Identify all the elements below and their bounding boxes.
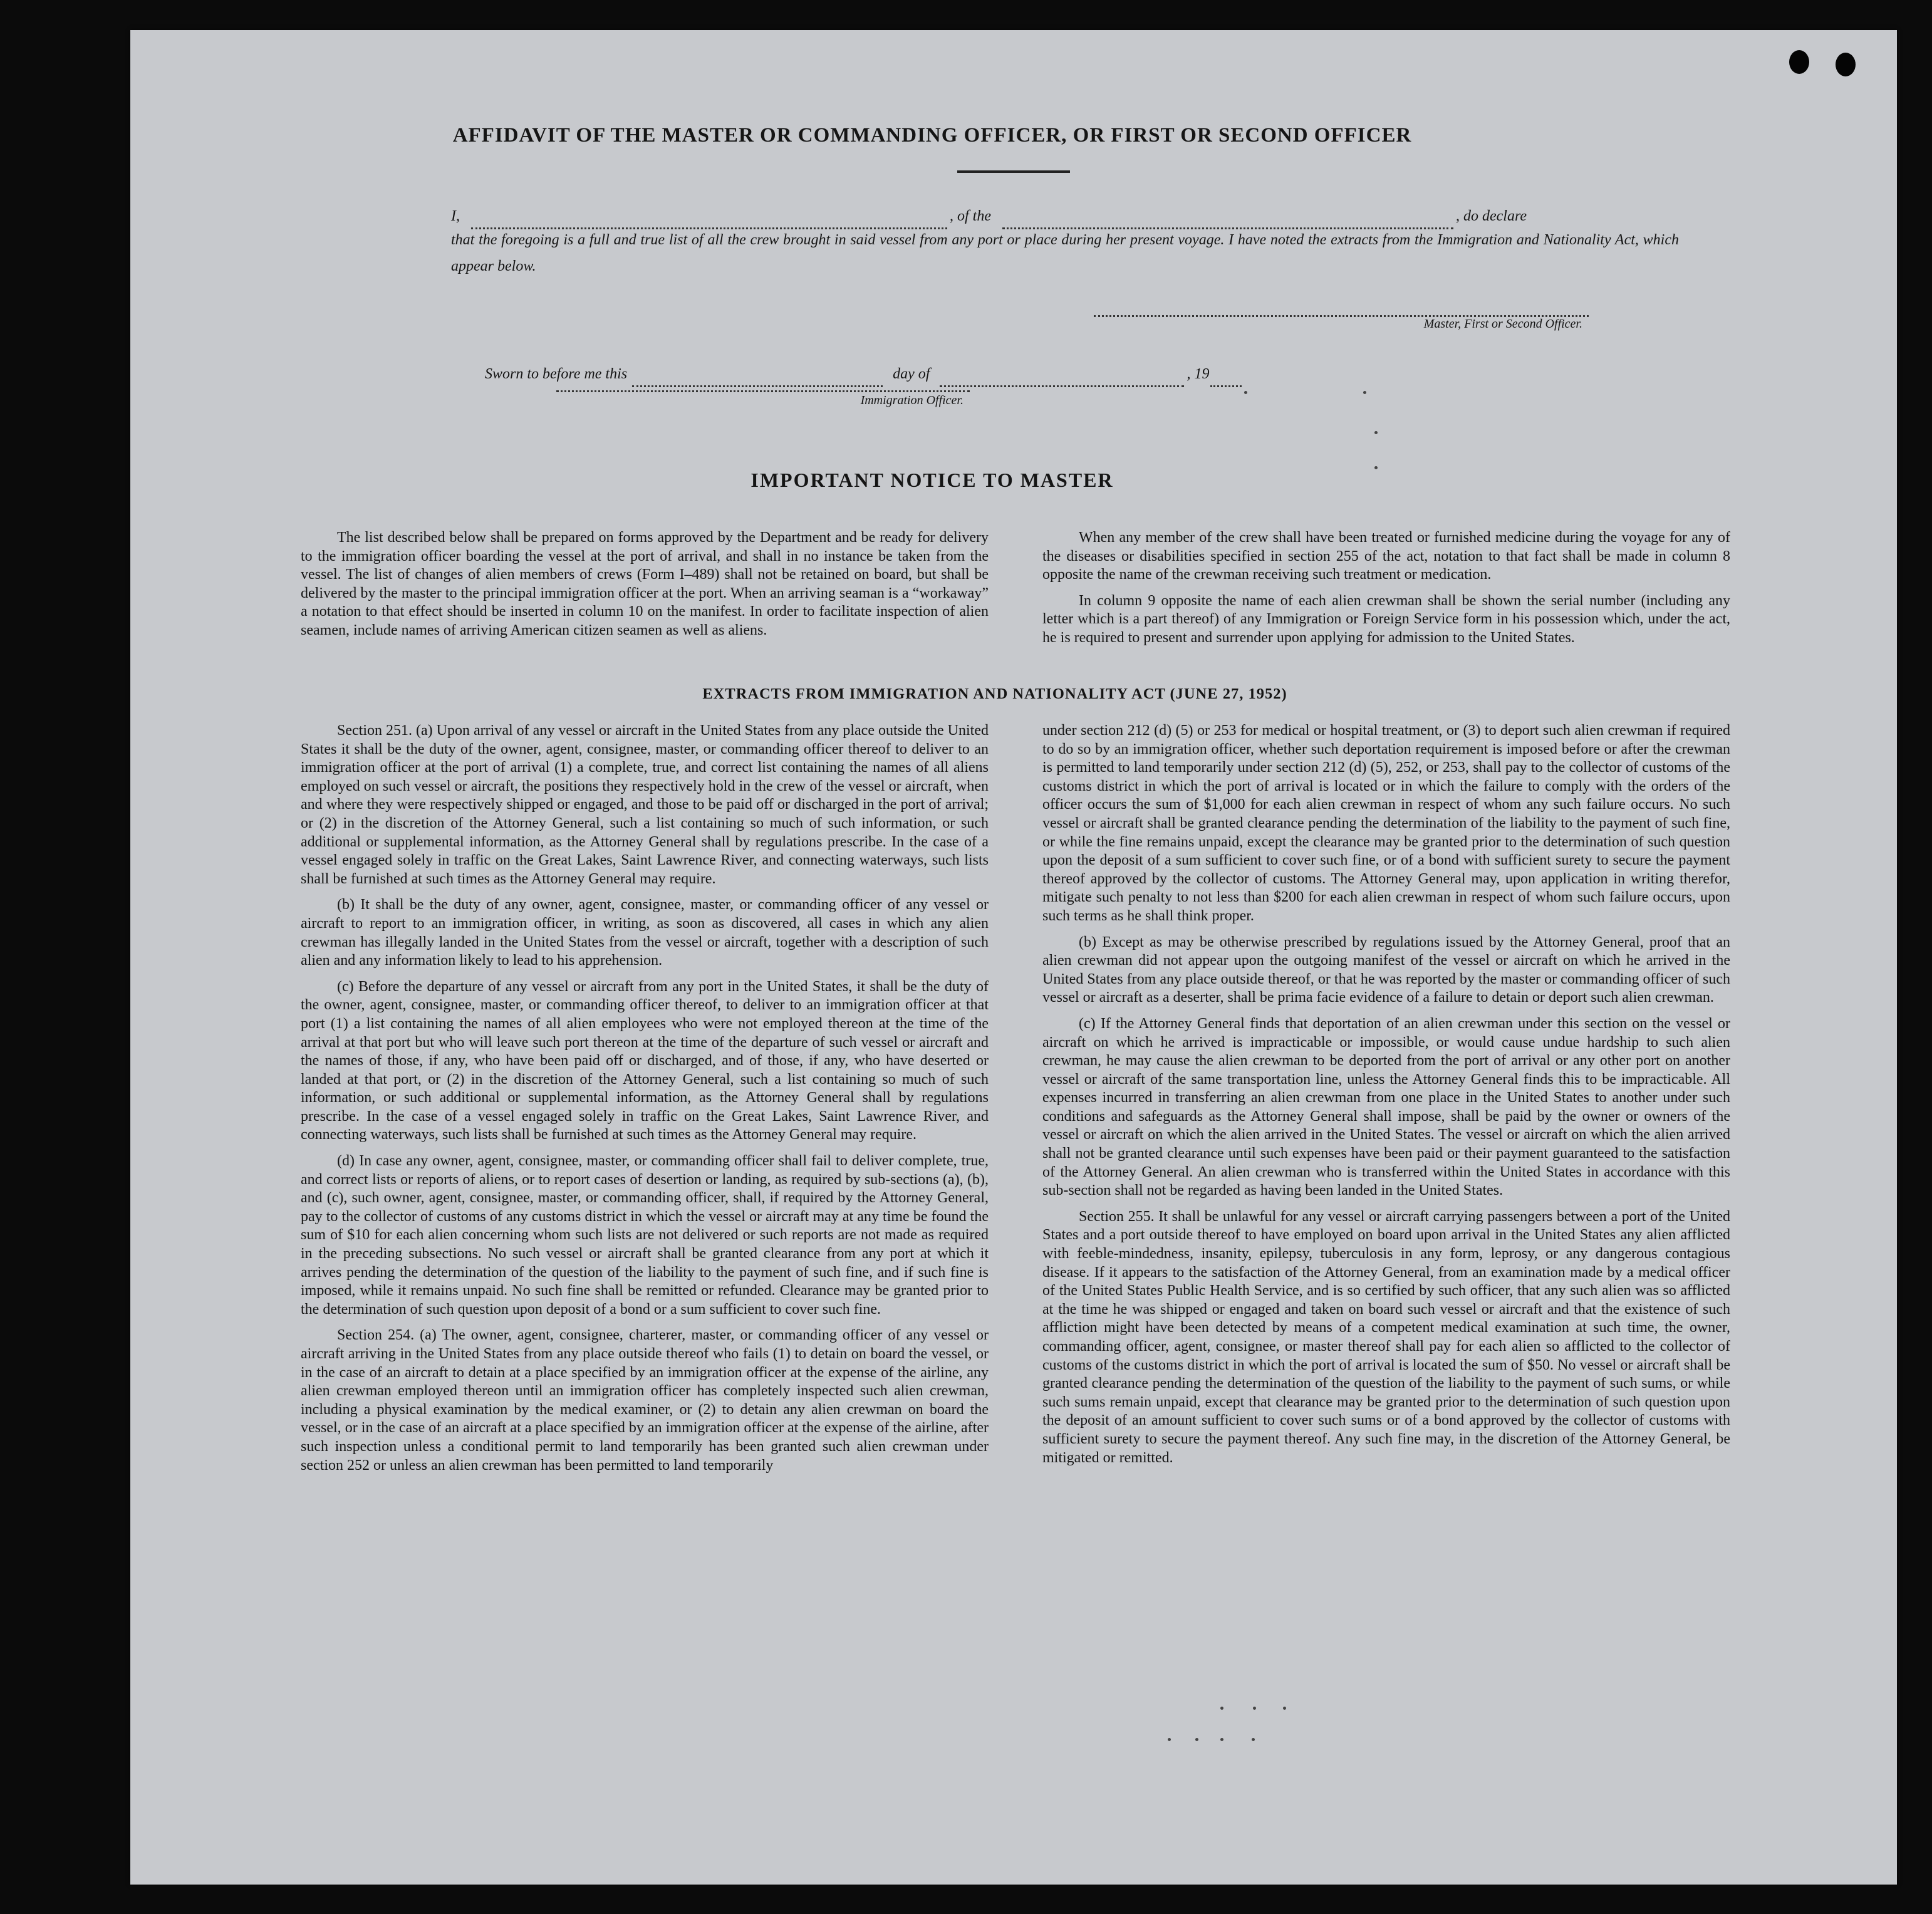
sworn-label: Sworn to before me this	[485, 366, 628, 382]
paper-speck	[1220, 1738, 1223, 1741]
declaration-line	[451, 203, 1679, 229]
section-paragraph: (c) Before the departure of any vessel or aircraft from any port in the United States, it shall be the duty of the owner, agent, consignee, master, or commanding officer thereof, to deliver to an immigration officer at that port (1) a list containing the names of all alien employees who were not employed thereon at the time of the arrival at that port but who will leave such port thereon at the time of the departure of such vessel or aircraft and the names of those, if any, who have been paid off or discharged, and of those, if any, who have deserted or landed at that port, or (2) in the discretion of the Attorney General, such a list containing so much of such information, or such additional or supplemental information, as the Attorney General shall by regulations prescribe. In the case of a vessel engaged solely in traffic on the Great Lakes, Saint Lawrence River, and connecting waterways, such lists shall be furnished at such times as the Attorney General may require.	[301, 978, 989, 1143]
paper-speck	[1220, 1707, 1223, 1710]
day-of-label: day of	[893, 366, 930, 382]
section-paragraph: (d) In case any owner, agent, consignee, master, or commanding officer shall fail to deliver complete, true, and correct lists or reports of aliens, or to report cases of desertion or landing, as required by sub-sections (a), (b), and (c), such owner, agent, consignee, master, or commanding officer, shall, if required by the Attorney General, pay to the collector of customs of any customs district in which the vessel or aircraft may at any time be found the sum of $10 for each alien concerning whom such lists are not delivered or such reports are not made as required in the preceding subsections. No such vessel or aircraft shall be granted clearance from any port at which it arrives pending the determination of the question of the liability to the payment of such fine, and if such fine is imposed, while it remains unpaid. No such fine shall be remitted or refunded. Clearance may be granted prior to the determination of such question upon deposit of a bond or a sum sufficient to cover such fine.	[301, 1153, 989, 1318]
document-page	[130, 30, 1897, 1885]
section-paragraph: under section 212 (d) (5) or 253 for medical or hospital treatment, or (3) to deport such alien crewman if required to do so by an immigration officer, whether such deportation requirement is imposed before or after the crewman is permitted to land temporarily under section 212 (d) (5), 252, or 253, shall pay to the collector of customs of the customs district in which the port of arrival is located or in which the failure to comply with the orders of the officer occurs the sum of $1,000 for each alien crewman in respect of whom any such failure occurs. No such vessel or aircraft shall be granted clearance pending the determination of the liability to the payment of such fine, or while the fine remains unpaid, except the clearance may be granted prior to the determination of such question upon the deposit of a sum sufficient to cover such fine, or of a bond with sufficient surety to secure the payment thereof approved by the collector of customs. The Attorney General may, upon application in writing therefor, mitigate such penalty to not less than $200 for each alien crewman in respect of whom such failure occurs, upon such terms as he shall think proper.	[1042, 722, 1730, 924]
notice-paragraph: The list described below shall be prepared on forms approved by the Department and be ready for delivery to the immigration officer boarding the vessel at the port of arrival, and shall in no instance be taken from the vessel. The list of changes of alien members of crews (Form I–489) shall not be retained on board, but shall be delivered by the master to the principal immigration officer at the port. When an arriving seaman is a “workaway” a notation to that effect should be inserted in column 10 on the manifest. In order to facilitate inspection of alien seamen, include names of arriving American citizen seamen as well as aliens.	[301, 529, 989, 638]
notice-paragraph: When any member of the crew shall have been treated or furnished medicine during the voyage for any of the diseases or disabilities specified in section 255 of the act, notation to that fact shall be made in column 8 opposite the name of the crewman receiving such treatment or medication.	[1042, 529, 1730, 583]
sworn-day-field[interactable]	[632, 372, 883, 387]
extracts-left-column	[301, 722, 989, 1475]
section-paragraph: (c) If the Attorney General finds that deportation of an alien crewman under this section on the vessel or aircraft on which he arrived is impracticable or impossible, or would cause undue hardship to such alien crewman, he may cause the alien crewman to be deported from the port of arrival or any other port on another vessel or aircraft of the same transportation line, unless the Attorney General finds this to be impracticable. All expenses incurred in transferring an alien crewman from one place in the United States to another under such conditions and safeguards as the Attorney General shall impose, shall be paid by the owner or owners of the vessel or aircraft on which the alien arrived in the United States. The vessel or aircraft on which the alien arrived shall not be granted clearance until such expenses have been paid or their payment guaranteed to the satisfaction of the Attorney General. An alien crewman who is transferred within the United States in accordance with this sub-section shall not be regarded as having been landed in the United States.	[1042, 1015, 1730, 1199]
notice-right-column	[1042, 529, 1730, 648]
section-paragraph: Section 255. It shall be unlawful for any vessel or aircraft carrying passengers between a port of the United States and a port outside thereof to have employed on board upon arrival in the United States any alien afflicted with feeble-mindedness, insanity, epilepsy, tuberculosis in any form, leprosy, or any dangerous contagious disease. If it appears to the satisfaction of the Attorney General, from an examination made by a medical officer of the United States Public Health Service, and is so certified by such officer, that any such alien was so afflicted at the time he was shipped or engaged and taken on board such vessel or aircraft and that the existence of such affliction might have been detected by means of a competent medical examination at such time, the owner, commanding officer, agent, consignee, or master thereof shall pay for each alien so afflicted to the collector of customs of the customs district in which the port of arrival is located the sum of $50. No vessel or aircraft shall be granted clearance pending the determination of the question of the liability to the payment of such sums, or while such sums remain unpaid, except that clearance may be granted prior to the determination of such question upon the deposit of an amount sufficient to cover such sums or of a bond approved by the collector of customs with sufficient surety to secure the payment thereof. Any such fine may, in the discretion of the Attorney General, be mitigated or remitted.	[1042, 1208, 1730, 1466]
immigration-officer-caption: Immigration Officer.	[860, 393, 963, 407]
notice-paragraph: In column 9 opposite the name of each alien crewman shall be shown the serial number (including any letter which is a part thereof) of any Immigration or Foreign Service form in his possession which, under the act, he is required to present and surrender upon applying for admission to the United States.	[1042, 592, 1730, 646]
paper-speck	[1374, 431, 1378, 434]
paper-speck	[1195, 1738, 1198, 1741]
do-declare-label: , do declare	[1456, 208, 1527, 224]
year-label: , 19	[1187, 366, 1210, 382]
immigration-officer-line[interactable]	[556, 390, 970, 392]
punch-hole	[1836, 53, 1856, 76]
paper-speck	[1253, 1707, 1256, 1710]
section-paragraph: (b) It shall be the duty of any owner, agent, consignee, master, or commanding officer of any vessel or aircraft to report to an immigration officer, in writing, as soon as discovered, all cases in which any alien crewman has illegally landed in the United States from the vessel or aircraft, together with a description of such alien and any information likely to lead to his apprehension.	[301, 897, 989, 969]
section-paragraph: Section 254. (a) The owner, agent, consignee, charterer, master, or commanding officer of any vessel or aircraft arriving in the United States from any place outside thereof who fails (1) to detain on board the vessel, or in the case of an aircraft to detain at a place specified by an immigration officer at the expense of the airline, any alien crewman employed thereon until an immigration officer has completely inspected such alien crewman, including a physical examination by the medical examiner, or (2) to detain any alien crewman on board the vessel, or in the case of an aircraft at a place specified by an immigration officer at the expense of the airline, after such inspection unless a conditional permit to land temporarily has been granted such alien crewman under section 252 or unless an alien crewman has been permitted to land temporarily	[301, 1327, 989, 1474]
notice-left-column	[301, 529, 989, 640]
sworn-line	[485, 361, 1362, 387]
paper-speck	[1363, 391, 1366, 394]
affidavit-title: AFFIDAVIT OF THE MASTER OR COMMANDING OFFICER, OR FIRST OR SECOND OFFICER	[452, 124, 1412, 147]
notice-title: IMPORTANT NOTICE TO MASTER	[750, 469, 1114, 491]
of-the-label: , of the	[950, 208, 991, 224]
paper-speck	[1283, 1707, 1286, 1710]
declaration-text: that the foregoing is a full and true list of all the crew brought in said vessel from any port or place during her present voyage. I have noted the extracts from the Immigration and Nationality Act, which appear below.	[451, 232, 1679, 274]
extracts-right-column	[1042, 722, 1730, 1467]
punch-hole	[1789, 50, 1809, 74]
paper-speck	[1252, 1738, 1255, 1741]
signature-caption: Master, First or Second Officer.	[1423, 317, 1582, 331]
section-paragraph: (b) Except as may be otherwise prescribed by regulations issued by the Attorney General, proof that an alien crewman did not appear upon the outgoing manifest of the vessel or aircraft on which he arrived in the United States from any place outside thereof, or that he was reported by the master or commanding officer of such vessel or aircraft as a deserter, shall be prima facie evidence of a failure to detain or deport such alien crewman.	[1042, 934, 1730, 1006]
title-rule	[957, 170, 1070, 173]
extracts-title: EXTRACTS FROM IMMIGRATION AND NATIONALITY ACT (JUNE 27, 1952)	[702, 685, 1287, 702]
paper-speck	[1374, 466, 1378, 469]
i-label: I,	[451, 208, 460, 224]
section-paragraph: Section 251. (a) Upon arrival of any vessel or aircraft in the United States from any place outside the United States it shall be the duty of the owner, agent, consignee, master, or commanding officer thereof to deliver to an immigration officer at the port of arrival (1) a complete, true, and correct list containing the names of all aliens employed on such vessel or aircraft, the positions they respectively hold in the crew of the vessel or aircraft, when and where they were respectively shipped or engaged, and those to be paid off or discharged in the port of arrival; or (2) in the discretion of the Attorney General, such a list containing so much of such information, or such additional or supplemental information, as the Attorney General shall by regulations prescribe. In the case of a vessel engaged solely in traffic on the Great Lakes, Saint Lawrence River, and connecting waterways, such lists shall be furnished at such times as the Attorney General may require.	[301, 722, 989, 887]
paper-speck	[1244, 391, 1247, 394]
sworn-year-field[interactable]	[1210, 372, 1242, 387]
paper-speck	[1168, 1738, 1171, 1741]
sworn-month-field[interactable]	[940, 372, 1184, 387]
